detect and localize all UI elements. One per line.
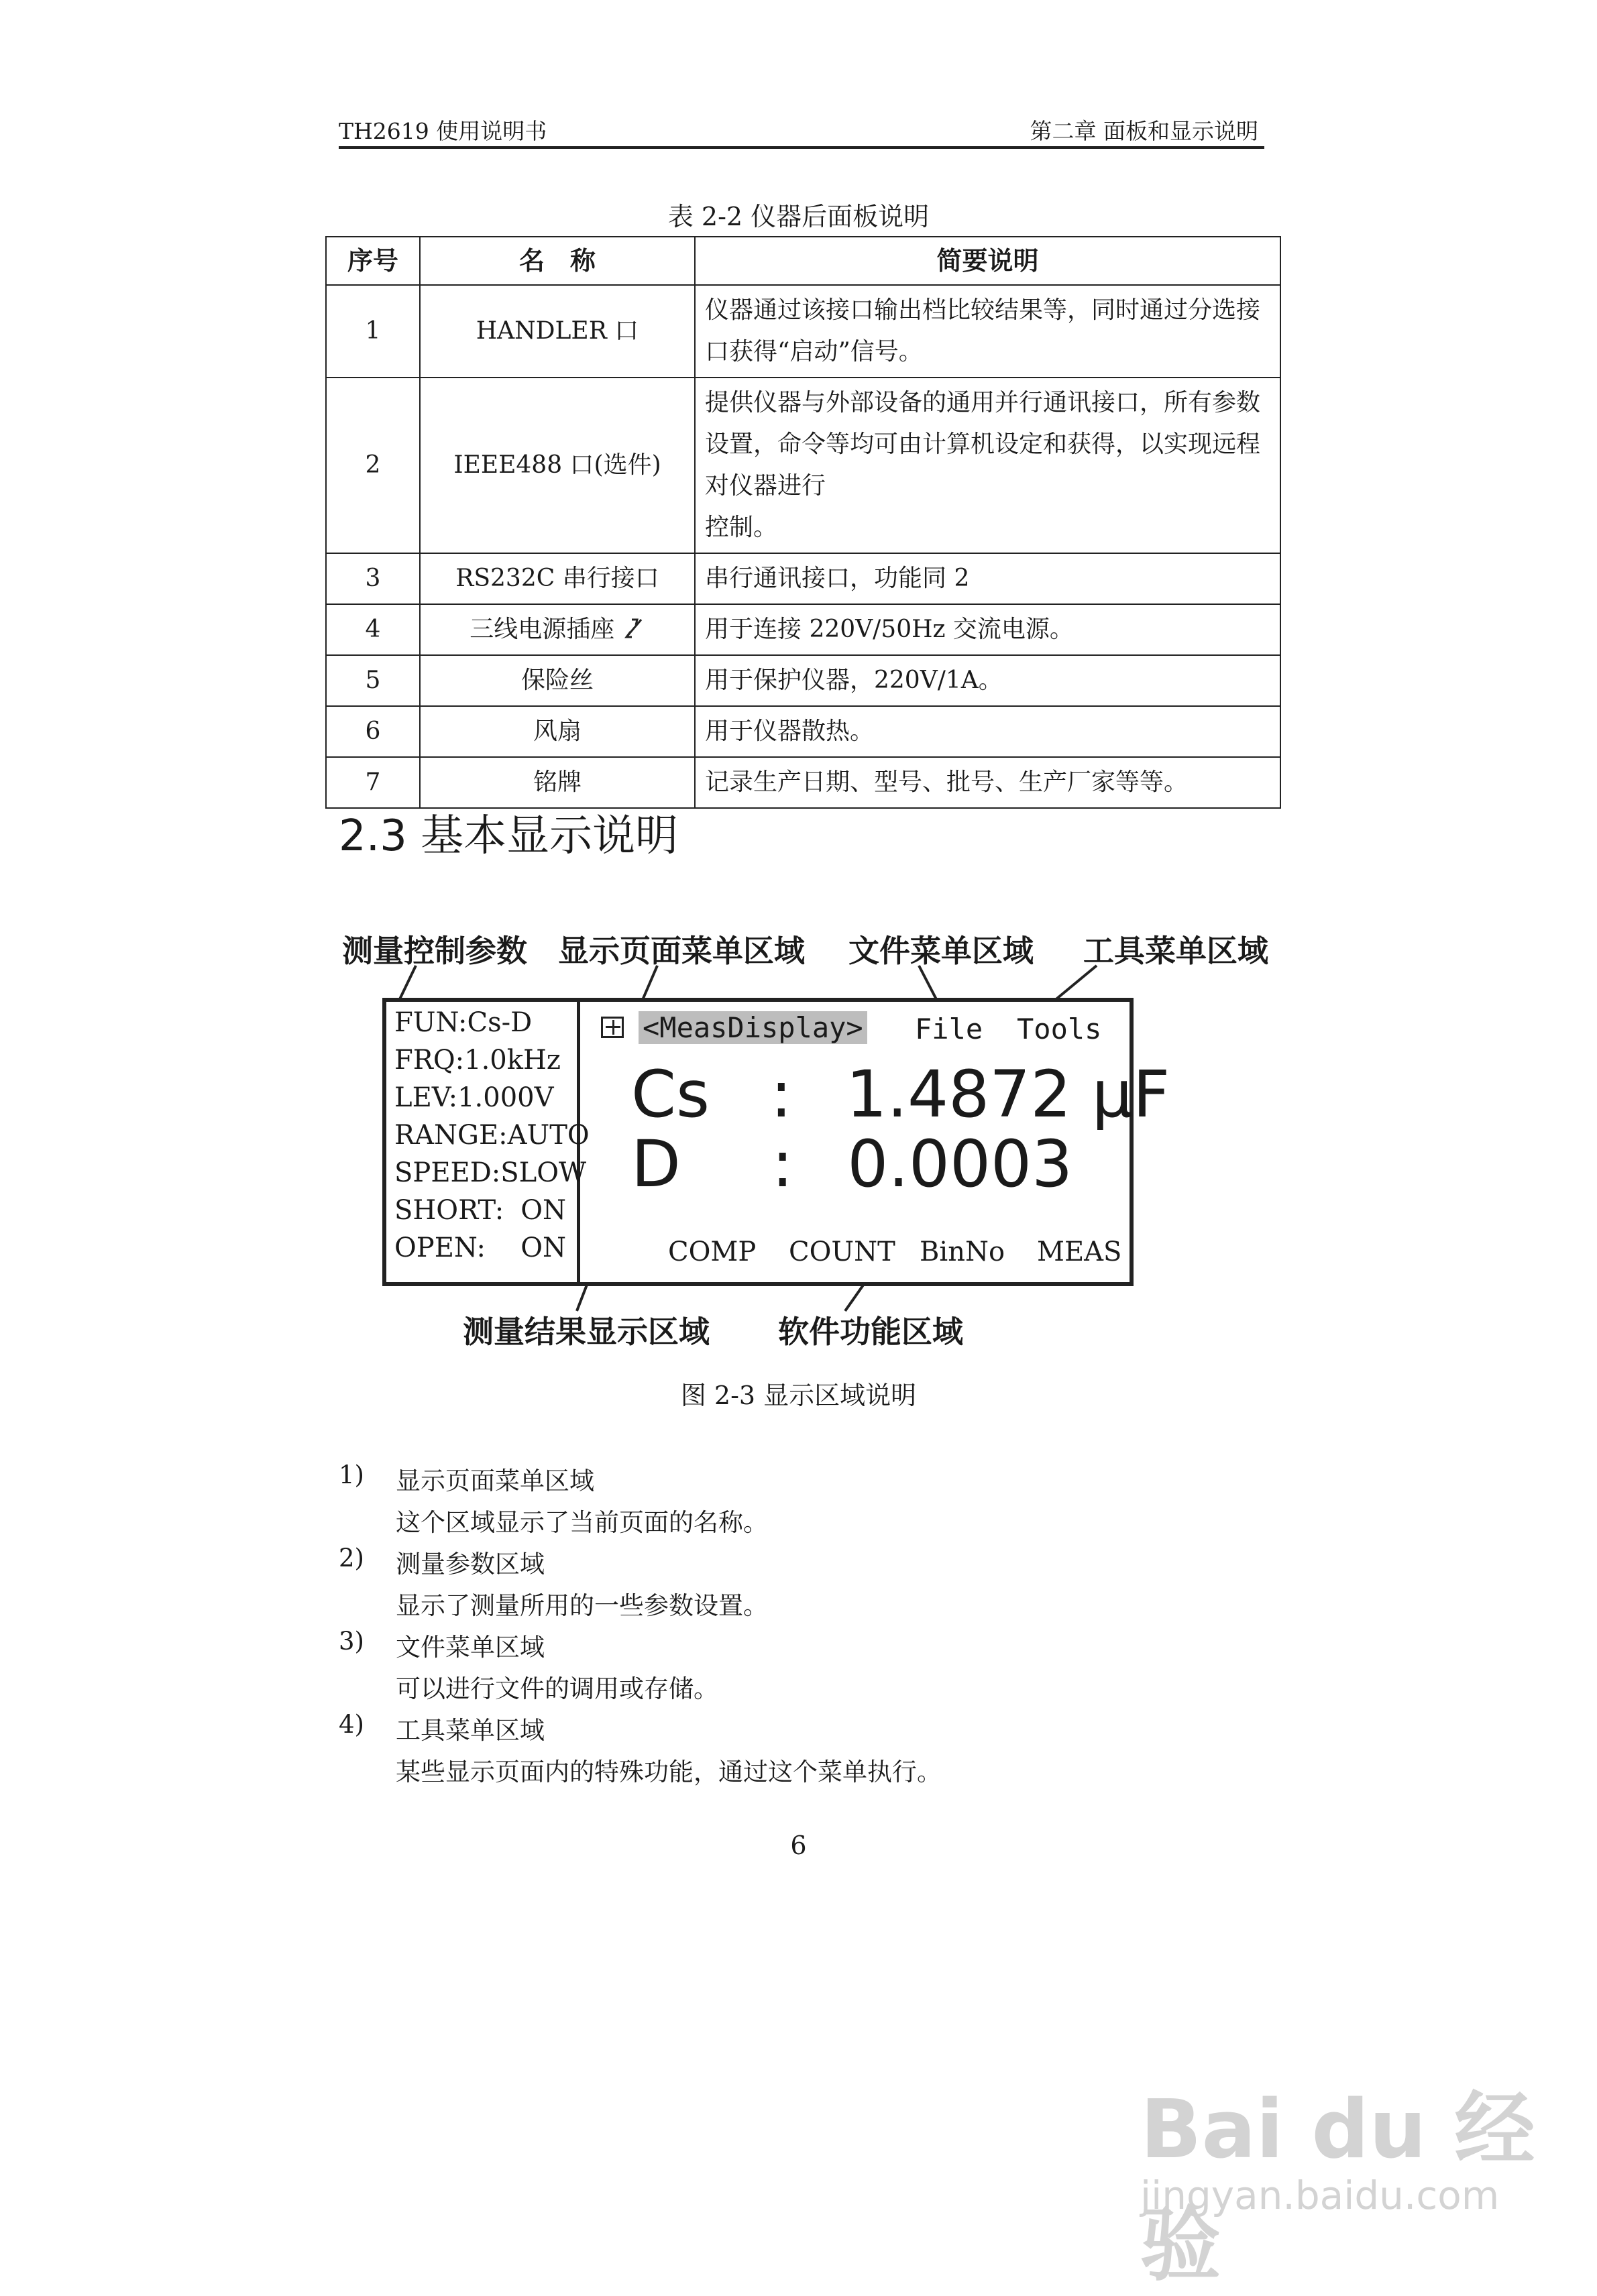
result-param-d: D (631, 1127, 681, 1202)
cell-no: 3 (326, 553, 420, 604)
table-row (326, 655, 1280, 706)
result-line-1 (631, 1057, 1170, 1132)
col-header-no: 序号 (326, 237, 420, 285)
cell-name-text: 三线电源插座 (470, 616, 615, 643)
param-fun: FUN:Cs-D (394, 1007, 533, 1038)
table-row (326, 553, 1280, 604)
rear-panel-table (325, 236, 1281, 809)
cell-name: 风扇 (420, 706, 695, 757)
watermark-url: jingyan.baidu.com (1140, 2173, 1500, 2218)
table-caption: 表 2-2 仪器后面板说明 (667, 202, 930, 231)
param-open: OPEN: ON (394, 1232, 566, 1263)
tools-menu: Tools (1017, 1013, 1102, 1045)
param-frq: FRQ:1.0kHz (394, 1045, 561, 1076)
cell-no: 4 (326, 604, 420, 655)
ground-plug-icon (622, 617, 645, 640)
cell-desc: 串行通讯接口，功能同 2 (695, 553, 1280, 604)
cell-no: 5 (326, 655, 420, 706)
result-line-2 (631, 1127, 1072, 1202)
header-left: TH2619 使用说明书 (339, 118, 547, 144)
col-header-name: 名 称 (420, 237, 695, 285)
param-lev: LEV:1.000V (394, 1082, 554, 1113)
label-meas-params: 测量控制参数 (342, 933, 527, 969)
cell-no: 7 (326, 757, 420, 808)
softkey-count: COUNT (789, 1237, 895, 1267)
cell-desc: 仪器通过该接口输出档比较结果等，同时通过分选接口获得“启动”信号。 (695, 285, 1280, 378)
softkey-meas: MEAS (1037, 1237, 1122, 1267)
result-value-cs: 1.4872 (846, 1057, 1072, 1132)
page-menu-name: <MeasDisplay> (639, 1011, 867, 1044)
lcd-screen (382, 998, 1170, 1286)
cell-desc: 记录生产日期、型号、批号、生产厂家等等。 (695, 757, 1280, 808)
label-file-menu: 文件菜单区域 (848, 933, 1034, 969)
watermark-logo: Bai du 经验 (1140, 2083, 1535, 2292)
cell-desc: 用于仪器散热。 (695, 706, 1280, 757)
result-unit-cs: μF (1091, 1057, 1170, 1132)
menu-list-icon (601, 1017, 624, 1038)
cell-name (420, 604, 695, 655)
table-row (326, 378, 1280, 553)
cell-no: 6 (326, 706, 420, 757)
softkey-comp: COMP (668, 1237, 757, 1267)
param-short: SHORT: ON (394, 1195, 566, 1226)
result-sep: : (770, 1057, 792, 1132)
table-row (326, 604, 1280, 655)
softkey-binno: BinNo (920, 1237, 1005, 1267)
result-sep: : (771, 1127, 793, 1202)
lcd-param-panel (386, 1002, 590, 1282)
cell-name: IEEE488 口(选件) (420, 378, 695, 553)
result-param-cs: Cs (631, 1057, 710, 1132)
result-value-d: 0.0003 (847, 1127, 1073, 1202)
cell-desc (695, 378, 1280, 553)
file-menu: File (915, 1013, 983, 1045)
header-right: 第二章 面板和显示说明 (1030, 118, 1258, 144)
cell-name: RS232C 串行接口 (420, 553, 695, 604)
table-header-row (326, 237, 1280, 285)
section-title: 2.3 基本显示说明 (339, 811, 679, 861)
cell-no: 2 (326, 378, 420, 553)
col-header-desc: 简要说明 (695, 237, 1280, 285)
param-speed: SPEED:SLOW (394, 1157, 587, 1188)
cell-desc: 用于连接 220V/50Hz 交流电源。 (695, 604, 1280, 655)
cell-name: 保险丝 (420, 655, 695, 706)
cell-desc-text: 提供仪器与外部设备的通用并行通讯接口，所有参数设置，命令等均可由计算机设定和获得，以实现远程对仪器进行 (705, 389, 1261, 500)
table-row (326, 706, 1280, 757)
cell-desc: 用于保护仪器，220V/1A。 (695, 655, 1280, 706)
description-list: 1) 显示页面菜单区域 这个区域显示了当前页面的名称。 2) 测量参数区域 显示了测量所用的一些参数设置。 3) 文件菜单区域 可以进行文件的调用或存储。 4) 工具菜单区域 某些显示页面内的特殊功能，通过这个菜单执行。 (339, 1460, 942, 1786)
label-softkey-area: 软件功能区域 (778, 1314, 963, 1350)
param-range: RANGE:AUTO (394, 1120, 590, 1151)
header-rule (339, 146, 1264, 149)
page-number: 6 (790, 1831, 807, 1860)
table-row (326, 285, 1280, 378)
cell-name: HANDLER 口 (420, 285, 695, 378)
table-row (326, 757, 1280, 808)
label-tools-menu: 工具菜单区域 (1083, 933, 1268, 969)
figure-caption: 图 2-3 显示区域说明 (680, 1381, 917, 1410)
cell-no: 1 (326, 285, 420, 378)
label-page-menu: 显示页面菜单区域 (558, 933, 805, 969)
cell-name: 铭牌 (420, 757, 695, 808)
label-result-area: 测量结果显示区域 (463, 1314, 710, 1350)
cell-desc-text-2: 控制。 (705, 514, 778, 541)
